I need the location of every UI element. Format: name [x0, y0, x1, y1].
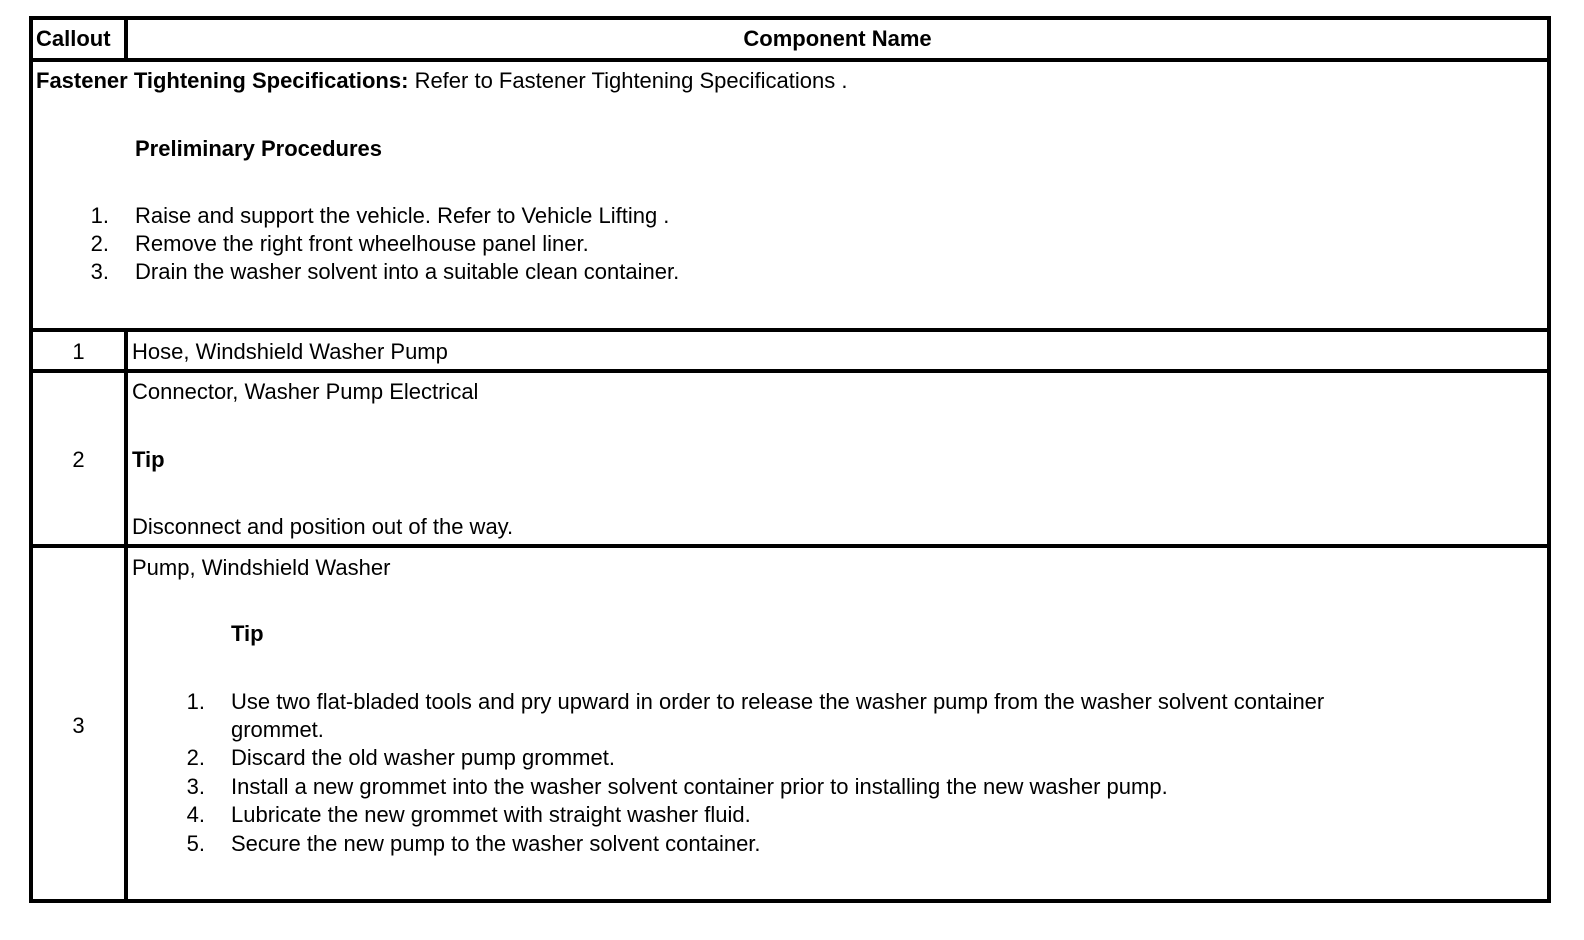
row3-callout: 3 — [72, 713, 85, 738]
header-component-name: Component Name — [743, 26, 932, 51]
intro-step-number: 3. — [90, 259, 109, 284]
intro-step-number: 2. — [90, 231, 109, 256]
row3-step-number: 2. — [186, 745, 205, 770]
row3-step-text: Secure the new pump to the washer solvent container. — [231, 831, 761, 856]
row2-component-name: Connector, Washer Pump Electrical — [132, 379, 479, 404]
header-divider — [33, 58, 1547, 62]
row3-component-name: Pump, Windshield Washer — [132, 555, 391, 580]
intro-step-text: Remove the right front wheelhouse panel liner. — [135, 231, 589, 256]
row3-step-number: 5. — [186, 831, 205, 856]
row3-tip-label: Tip — [231, 621, 264, 646]
row2-tip-label: Tip — [132, 447, 165, 472]
fastener-spec-link[interactable]: Refer to Fastener Tightening Specifications . — [414, 68, 848, 93]
row2-tip-text: Disconnect and position out of the way. — [132, 514, 514, 539]
row3-step-text: Use two flat-bladed tools and pry upward in order to release the washer pump from the washer solvent container — [231, 689, 1325, 714]
row3-step-text-continued: grommet. — [231, 717, 324, 742]
procedure-table — [29, 16, 1551, 903]
row3-step-text: Lubricate the new grommet with straight washer fluid. — [231, 802, 751, 827]
header-callout: Callout — [36, 26, 111, 51]
row3-step-text: Discard the old washer pump grommet. — [231, 745, 615, 770]
row1-callout: 1 — [72, 339, 85, 364]
row3-step-number: 4. — [186, 802, 205, 827]
fastener-spec-line — [36, 67, 847, 95]
row1-component-name: Hose, Windshield Washer Pump — [132, 339, 448, 364]
row3-step-text: Install a new grommet into the washer solvent container prior to installing the new washer pump. — [231, 774, 1168, 799]
body-col-divider — [124, 332, 128, 903]
fastener-spec-label: Fastener Tightening Specifications: — [36, 68, 409, 93]
intro-step-text: Raise and support the vehicle. Refer to Vehicle Lifting . — [135, 203, 670, 228]
row1-divider — [33, 369, 1547, 373]
row3-step-number: 3. — [186, 774, 205, 799]
preliminary-title: Preliminary Procedures — [135, 136, 383, 161]
intro-divider — [33, 328, 1547, 332]
intro-step-text: Drain the washer solvent into a suitable clean container. — [135, 259, 680, 284]
row2-divider — [33, 544, 1547, 548]
intro-step-number: 1. — [90, 203, 109, 228]
row2-callout: 2 — [72, 447, 85, 472]
row3-step-number: 1. — [186, 689, 205, 714]
